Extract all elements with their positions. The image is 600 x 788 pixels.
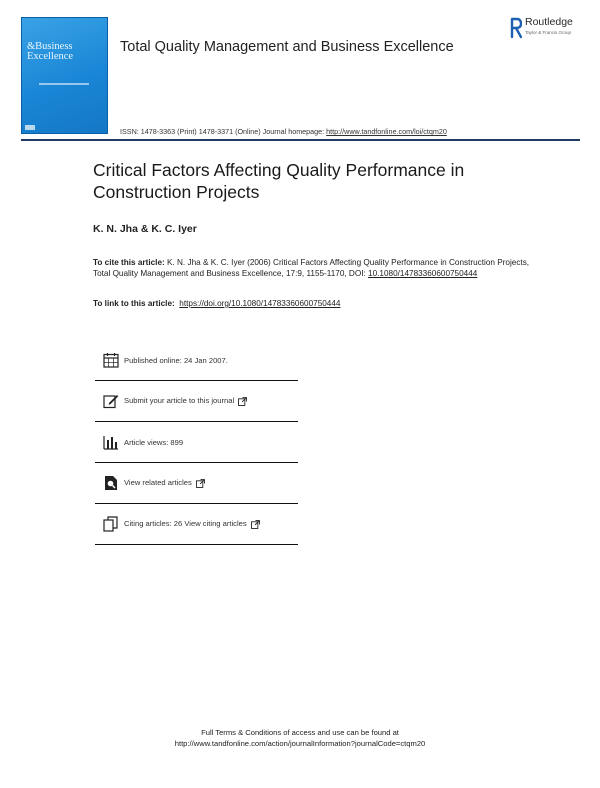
cover-title-line1: Business: [35, 41, 73, 52]
published-date: Published online: 24 Jan 2007.: [124, 355, 228, 365]
external-link-icon: [196, 479, 205, 488]
article-views: Article views: 899: [124, 437, 184, 447]
citation-text: K. N. Jha & K. C. Iyer (2006) Critical Factors Affecting Quality Performance in Construction Projects, Total Quality Management and Business Excellence, 17:9, 1155-1170, DOI:: [93, 258, 530, 278]
related-articles-link[interactable]: [124, 478, 205, 488]
bar-chart-icon: [100, 432, 122, 452]
article-title: Critical Factors Affecting Quality Performance in Construction Projects: [93, 160, 465, 202]
terms-footer: [0, 727, 600, 749]
edit-icon: [100, 391, 122, 411]
related-articles-label: View related articles: [124, 478, 192, 488]
article-doi-link[interactable]: https://doi.org/10.1080/14783360600750444: [179, 299, 341, 308]
cover-prefix: &: [27, 41, 36, 52]
external-link-icon: [251, 520, 260, 529]
article-link-label: To link to this article:: [93, 299, 175, 308]
citation-block: [93, 257, 533, 279]
citation-label: To cite this article:: [93, 258, 165, 267]
publisher-tagline: Taylor & Francis Group: [525, 30, 572, 35]
external-link-icon: [238, 397, 247, 406]
cover-title-line2: Excellence: [27, 51, 74, 62]
terms-link[interactable]: http://www.tandfonline.com/action/journalInformation?journalCode=ctqm20: [174, 739, 426, 748]
submit-article-label: Submit your article to this journal: [124, 396, 235, 406]
citation-doi-link[interactable]: 10.1080/14783360600750444: [368, 269, 478, 278]
publisher-name: Routledge: [525, 16, 573, 28]
copy-icon: [100, 514, 122, 534]
journal-homepage-link[interactable]: http://www.tandfonline.com/loi/ctqm20: [326, 127, 447, 136]
calendar-icon: [100, 350, 122, 370]
submit-article-link[interactable]: [124, 396, 247, 406]
search-document-icon: [100, 473, 122, 493]
list-item-citing[interactable]: [95, 504, 298, 545]
cover-subtitle-bar: [39, 83, 89, 85]
article-link-line: [93, 299, 340, 308]
routledge-logo-icon: [510, 17, 522, 39]
terms-text: Full Terms & Conditions of access and use can be found at: [201, 728, 399, 737]
cover-publisher-mark: [25, 125, 35, 130]
list-item-published: [95, 340, 298, 381]
publisher-logo[interactable]: [510, 16, 596, 42]
cover-title: [27, 42, 107, 62]
list-item-related[interactable]: [95, 463, 298, 504]
journal-title[interactable]: Total Quality Management and Business Excellence: [120, 39, 454, 55]
journal-cover: [21, 17, 108, 134]
citing-articles-label: Citing articles: 26 View citing articles: [124, 519, 247, 529]
article-info-list: [95, 340, 298, 545]
header-divider: [21, 139, 580, 141]
list-item-submit[interactable]: [95, 381, 298, 422]
list-item-views: [95, 422, 298, 463]
issn-text: ISSN: 1478-3363 (Print) 1478-3371 (Online) Journal homepage:: [120, 127, 327, 136]
issn-line: [120, 127, 447, 136]
citing-articles-link[interactable]: [124, 519, 260, 529]
article-authors[interactable]: K. N. Jha & K. C. Iyer: [93, 223, 197, 235]
